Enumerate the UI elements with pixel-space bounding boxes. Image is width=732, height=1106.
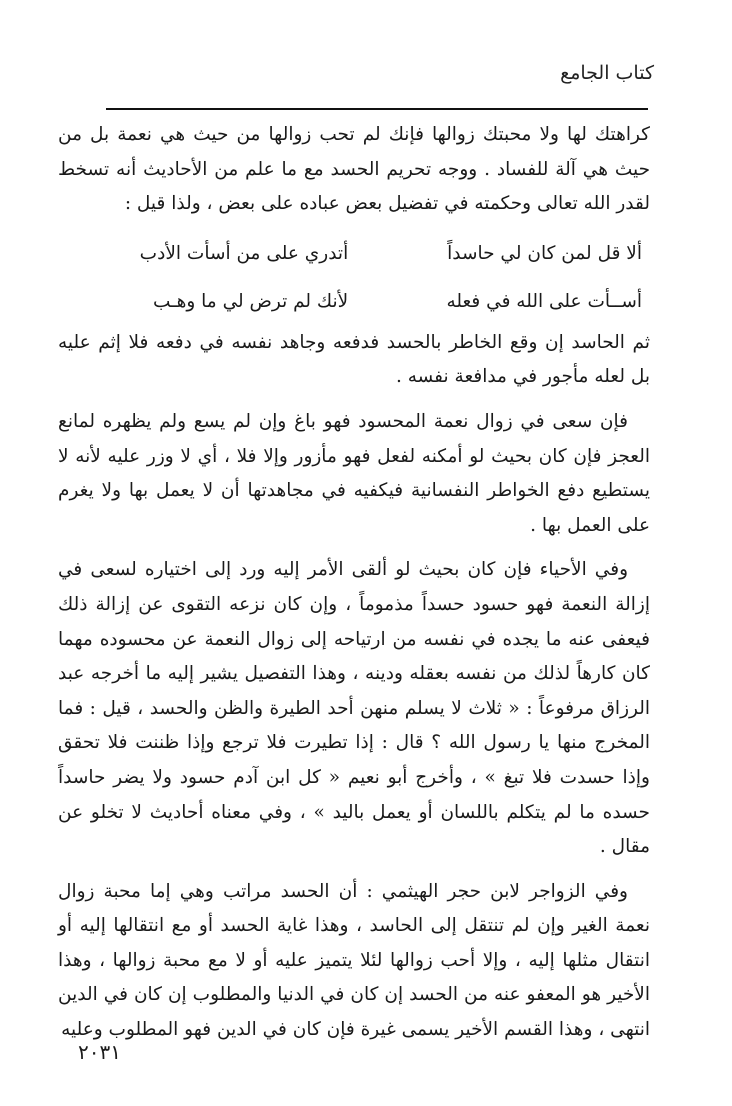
verse-line bbox=[58, 232, 650, 276]
verse-second-hemistich: أتدري على من أسأت الأدب bbox=[139, 242, 349, 264]
running-header: كتاب الجامع bbox=[560, 62, 654, 84]
verse-line bbox=[58, 280, 650, 324]
verse-first-hemistich: أســأت على الله في فعله bbox=[446, 290, 642, 312]
paragraph: وفي الأحياء فإن كان بحيث لو ألقى الأمر إليه ورد إلى اختياره لسعى في إزالة النعمة فهو حسود حسداً مذموماً ، وإن كان نزعه التقوى عن إزالة ذلك فيعفى عنه ما يجده في نفسه من ارتياحه إلى زوال النعمة عن محسوده مهما كان كارهاً لذلك من نفسه بعقله ودينه ، وهذا التفصيل يشير إليه ما أخرجه عبد الرزاق مرفوعاً : « ثلاث لا يسلم منهن أحد الطيرة والظن والحسد ، قيل : فما المخرج منها يا رسول الله ؟ قال : إذا تطيرت فلا ترجع وإذا ظننت فلا تحقق وإذا حسدت فلا تبغ » ، وأخرج أبو نعيم « كل ابن آدم حسود ولا يضر حاسداً حسده ما لم يتكلم باللسان أو يعمل باليد » ، وفي معناه أحاديث لا تخلو عن مقال . bbox=[58, 559, 650, 858]
paragraph: ثم الحاسد إن وقع الخاطر بالحسد فدفعه وجاهد نفسه في دفعه فلا إثم عليه بل لعله مأجور في مدافعة نفسه . bbox=[58, 331, 650, 388]
paragraph: فإن سعى في زوال نعمة المحسود فهو باغ وإن لم يسع ولم يظهره لمانع العجز فإن كان بحيث لو أمكنه لفعل فهو مأزور وإلا فلا ، أي لا وزر عليه لأنه لا يستطيع دفع الخواطر النفسانية فيكفيه في مجاهدتها أن لا يعمل بها ولا يغرم على العمل بها . bbox=[58, 410, 650, 536]
header-rule bbox=[106, 108, 648, 110]
verse-first-hemistich: ألا قل لمن كان لي حاسداً bbox=[447, 242, 642, 264]
paragraph: وفي الزواجر لابن حجر الهيثمي : أن الحسد مراتب وهي إما محبة زوال نعمة الغير وإن لم تنتقل إلى الحاسد ، وهذا غاية الحسد أو مع انتقالها إليه أو انتقال مثلها إليه ، وإلا أحب زوالها لئلا يتميز عليه أو لا مع محبة زوالها ، وهذا الأخير هو المعفو عنه من الحسد إن كان في الدنيا والمطلوب إن كان في الدين انتهى ، وهذا القسم الأخير يسمى غيرة فإن كان في الدين فهو المطلوب وعليه bbox=[58, 880, 650, 1041]
page-body bbox=[58, 118, 650, 1058]
page-number: ٢٠٣١ bbox=[78, 1040, 121, 1064]
verse-second-hemistich: لأنك لم ترض لي ما وهـب bbox=[152, 290, 349, 312]
paragraph: كراهتك لها ولا محبتك زوالها فإنك لم تحب زوالها من حيث هي نعمة بل من حيث هي آلة للفساد . ووجه تحريم الحسد مع ما علم من الأحاديث أنه تسخط لقدر الله تعالى وحكمته في تفضيل بعض عباده على بعض ، ولذا قيل : bbox=[58, 124, 650, 215]
